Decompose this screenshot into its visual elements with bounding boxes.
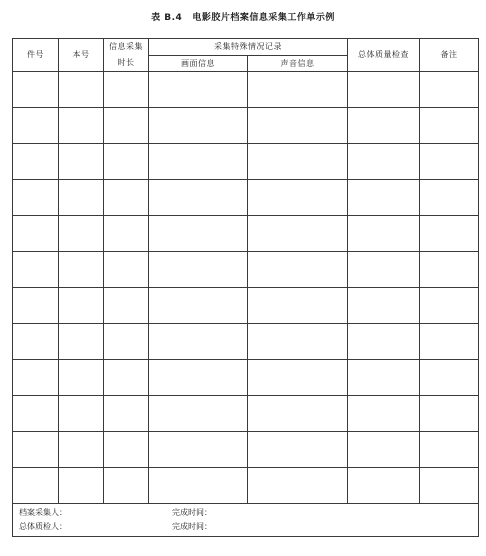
table-row [13, 396, 479, 432]
header-duration-line2: 时长 [117, 58, 135, 67]
collector-line [13, 506, 478, 520]
cell-remarks [420, 468, 479, 504]
cell-volume-no [59, 108, 104, 144]
cell-remarks [420, 324, 479, 360]
cell-sound-info [248, 288, 348, 324]
cell-duration [104, 432, 149, 468]
cell-picture-info [149, 396, 248, 432]
cell-picture-info [149, 468, 248, 504]
cell-picture-info [149, 180, 248, 216]
cell-volume-no [59, 252, 104, 288]
header-picture-info: 画面信息 [149, 56, 248, 72]
inspector-line [13, 520, 478, 534]
table-row [13, 468, 479, 504]
cell-sound-info [248, 180, 348, 216]
table-row [13, 216, 479, 252]
table-row [13, 360, 479, 396]
cell-quality-check [348, 72, 420, 108]
header-quality-check: 总体质量检查 [348, 39, 420, 72]
header-volume-no: 本号 [59, 39, 104, 72]
cell-duration [104, 324, 149, 360]
table-row [13, 180, 479, 216]
cell-volume-no [59, 360, 104, 396]
cell-duration [104, 396, 149, 432]
cell-picture-info [149, 324, 248, 360]
cell-duration [104, 180, 149, 216]
table-body [13, 72, 479, 504]
cell-item-no [13, 432, 59, 468]
cell-item-no [13, 396, 59, 432]
collector-label: 档案采集人： [19, 508, 67, 517]
cell-picture-info [149, 216, 248, 252]
cell-sound-info [248, 468, 348, 504]
collect-time-label: 完成时间： [172, 508, 212, 517]
header-duration [104, 39, 149, 72]
header-special-record: 采集特殊情况记录 [149, 39, 348, 56]
cell-remarks [420, 288, 479, 324]
table-row [13, 144, 479, 180]
table-number: 表 B.4 [151, 13, 183, 23]
cell-quality-check [348, 432, 420, 468]
table-row [13, 252, 479, 288]
cell-sound-info [248, 432, 348, 468]
cell-sound-info [248, 144, 348, 180]
cell-remarks [420, 144, 479, 180]
cell-item-no [13, 324, 59, 360]
cell-remarks [420, 108, 479, 144]
cell-duration [104, 144, 149, 180]
header-sound-info: 声音信息 [248, 56, 348, 72]
cell-item-no [13, 180, 59, 216]
table-row [13, 72, 479, 108]
inspector-label: 总体质检人： [19, 522, 67, 531]
cell-item-no [13, 144, 59, 180]
table-row [13, 288, 479, 324]
header-remarks: 备注 [420, 39, 479, 72]
cell-item-no [13, 288, 59, 324]
cell-remarks [420, 432, 479, 468]
cell-picture-info [149, 288, 248, 324]
cell-remarks [420, 396, 479, 432]
cell-remarks [420, 252, 479, 288]
cell-remarks [420, 216, 479, 252]
cell-sound-info [248, 396, 348, 432]
cell-volume-no [59, 72, 104, 108]
cell-picture-info [149, 432, 248, 468]
table-row [13, 324, 479, 360]
cell-quality-check [348, 360, 420, 396]
cell-quality-check [348, 396, 420, 432]
cell-duration [104, 288, 149, 324]
cell-quality-check [348, 252, 420, 288]
cell-quality-check [348, 324, 420, 360]
cell-volume-no [59, 144, 104, 180]
cell-sound-info [248, 324, 348, 360]
cell-picture-info [149, 72, 248, 108]
cell-picture-info [149, 108, 248, 144]
table-row [13, 108, 479, 144]
cell-picture-info [149, 360, 248, 396]
cell-remarks [420, 360, 479, 396]
cell-picture-info [149, 252, 248, 288]
cell-quality-check [348, 108, 420, 144]
cell-duration [104, 216, 149, 252]
cell-item-no [13, 72, 59, 108]
cell-sound-info [248, 108, 348, 144]
cell-item-no [13, 252, 59, 288]
cell-duration [104, 108, 149, 144]
cell-item-no [13, 468, 59, 504]
collection-work-table [12, 38, 479, 537]
cell-quality-check [348, 144, 420, 180]
cell-picture-info [149, 144, 248, 180]
cell-sound-info [248, 72, 348, 108]
cell-sound-info [248, 216, 348, 252]
header-duration-line1: 信息采集 [109, 42, 143, 51]
cell-sound-info [248, 360, 348, 396]
cell-remarks [420, 72, 479, 108]
cell-duration [104, 468, 149, 504]
cell-quality-check [348, 216, 420, 252]
cell-item-no [13, 216, 59, 252]
table-row [13, 432, 479, 468]
cell-quality-check [348, 288, 420, 324]
cell-volume-no [59, 468, 104, 504]
table-title-text: 电影胶片档案信息采集工作单示例 [192, 13, 335, 23]
cell-volume-no [59, 396, 104, 432]
cell-remarks [420, 180, 479, 216]
cell-volume-no [59, 288, 104, 324]
cell-sound-info [248, 252, 348, 288]
cell-item-no [13, 108, 59, 144]
cell-quality-check [348, 180, 420, 216]
work-sheet [12, 38, 478, 545]
cell-volume-no [59, 324, 104, 360]
signature-section [13, 504, 479, 537]
document-title [0, 10, 486, 23]
cell-volume-no [59, 432, 104, 468]
cell-quality-check [348, 468, 420, 504]
header-item-no: 件号 [13, 39, 59, 72]
cell-duration [104, 252, 149, 288]
cell-duration [104, 360, 149, 396]
cell-volume-no [59, 180, 104, 216]
cell-item-no [13, 360, 59, 396]
inspect-time-label: 完成时间： [172, 522, 212, 531]
cell-duration [104, 72, 149, 108]
cell-volume-no [59, 216, 104, 252]
